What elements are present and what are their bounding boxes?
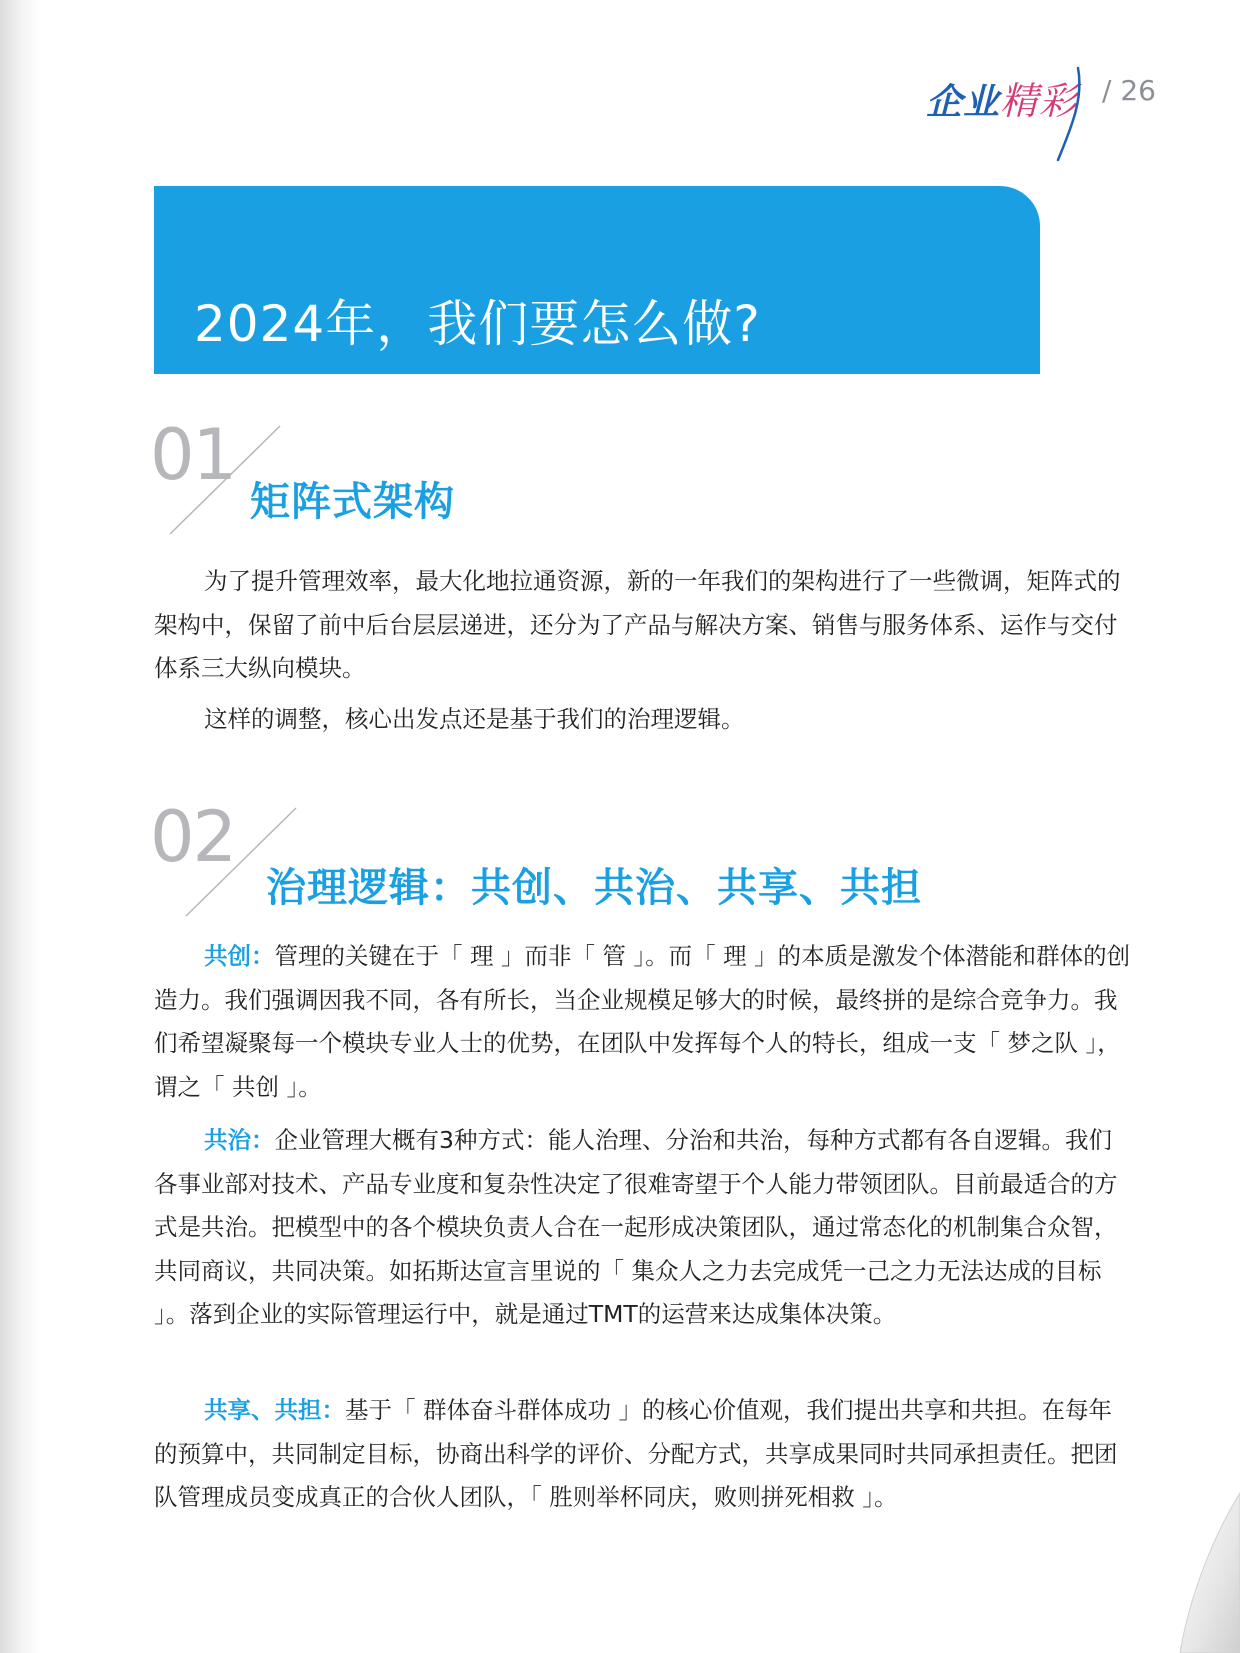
item-body-text: 企业管理大概有3种方式：能人治理、分治和共治，每种方式都有各自逻辑。我们各事业部对技术、产品专业度和复杂性决定了很难寄望于个人能力带领团队。目前最适合的方式是共治。把模型中的各个模块负责人合在一起形成决策团队，通过常态化的机制集合众智，共同商议，共同决策。如拓斯达宣言里说的「 集众人之力去完成凭一己之力无法达成的目标 」。落到企业的实际管理运行中，就是通过TMT的运营来达成集体决策。 <box>154 1126 1118 1328</box>
item-lead-label: 共创： <box>204 942 275 970</box>
section-1-paragraph-1: 为了提升管理效率，最大化地拉通资源，新的一年我们的架构进行了一些微调，矩阵式的架构中，保留了前中后台层层递进，还分为了产品与解决方案、销售与服务体系、运作与交付体系三大纵向模块。 <box>154 567 1121 682</box>
section-2-item-gongxiang-gongdan <box>154 1389 1134 1520</box>
page-curl-corner <box>1120 1473 1240 1653</box>
page-spine-shadow <box>0 0 40 1653</box>
page-header <box>920 60 1160 170</box>
section-2-title: 治理逻辑：共创、共治、共享、共担 <box>266 865 922 911</box>
page-title: 2024年，我们要怎么做? <box>194 295 761 353</box>
section-2-number: 02 <box>150 796 236 878</box>
item-lead-label: 共治： <box>204 1126 275 1154</box>
page-number: / 26 <box>1102 74 1156 107</box>
item-body-text: 管理的关键在于「 理 」而非「 管 」。而「 理 」的本质是激发个体潜能和群体的创造力。我们强调因我不同，各有所长，当企业规模足够大的时候，最终拼的是综合竞争力。我们希望凝聚每一个模块专业人士的优势，在团队中发挥每个人的特长，组成一支「 梦之队 」，谓之「 共创 」。 <box>154 942 1131 1101</box>
brand-accent-text: 精彩 <box>1000 79 1079 123</box>
item-body-text: 基于「 群体奋斗群体成功 」的核心价值观，我们提出共享和共担。在每年的预算中，共同制定目标，协商出科学的评价、分配方式，共享成果同时共同承担责任。把团队管理成员变成真正的合伙人团队，「 胜则举杯同庆，败则拼死相救 」。 <box>154 1396 1118 1511</box>
brand-flourish-icon <box>1040 60 1100 170</box>
item-lead-label: 共享、共担： <box>204 1396 345 1424</box>
brand-main-text: 企业 <box>926 82 1001 123</box>
section-1-title: 矩阵式架构 <box>250 479 455 525</box>
section-2-item-gongchuang <box>154 935 1134 1109</box>
section-1-number: 01 <box>150 414 236 496</box>
section-2-item-gongzhi <box>154 1119 1134 1337</box>
section-1-paragraph-2: 这样的调整，核心出发点还是基于我们的治理逻辑。 <box>204 705 745 733</box>
title-banner <box>154 186 1040 374</box>
